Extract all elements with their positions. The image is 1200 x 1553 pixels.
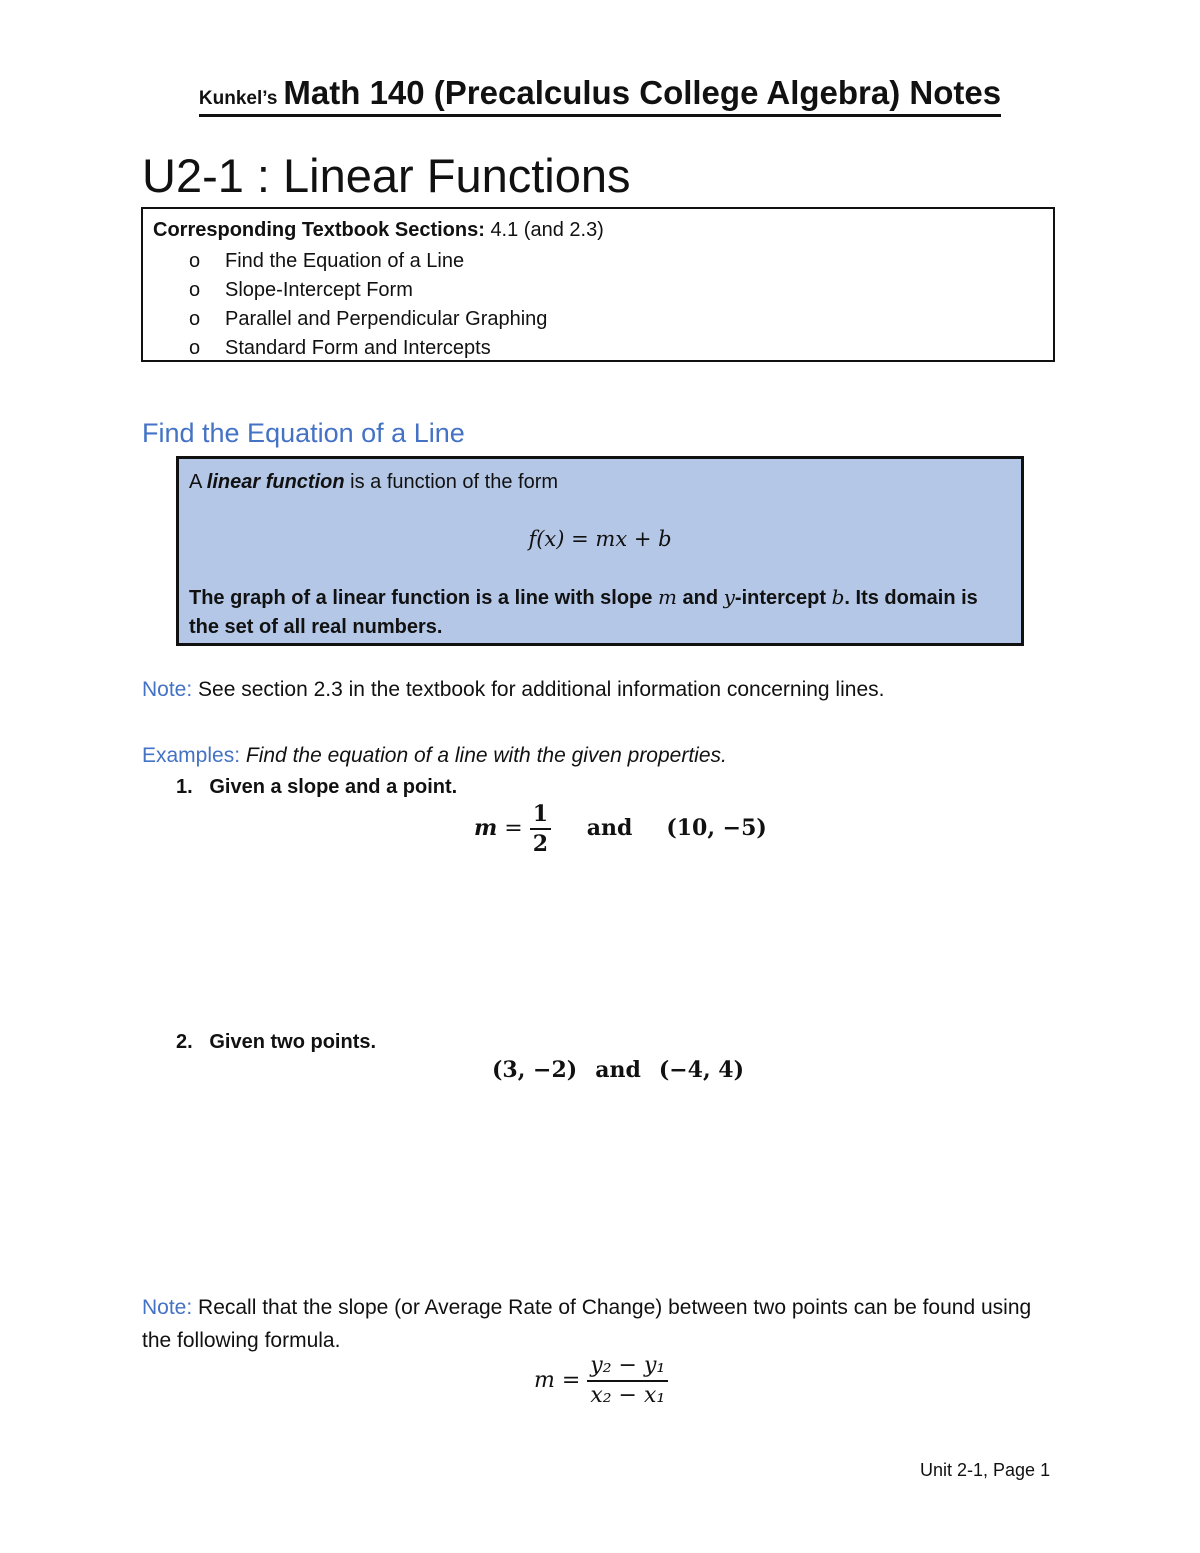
- equals-sign: =: [497, 816, 530, 841]
- intercept-symbol: b: [831, 585, 845, 609]
- section-item: Parallel and Perpendicular Graphing: [225, 308, 548, 330]
- desc-part: -intercept: [734, 587, 832, 609]
- bullet-icon: o: [189, 308, 201, 330]
- section-item: Standard Form and Intercepts: [225, 337, 491, 359]
- definition-prefix: A: [189, 471, 207, 493]
- note-text: Recall that the slope (or Average Rate of Change) between two points can be found using the following formula.: [142, 1296, 1032, 1352]
- note-text: See section 2.3 in the textbook for additional information concerning lines.: [192, 678, 885, 701]
- example-text: Given a slope and a point.: [209, 776, 458, 798]
- course-title: Math 140 (Precalculus College Algebra) Notes: [283, 74, 1002, 111]
- example-number: 1.: [176, 776, 193, 798]
- and-word: and: [595, 1057, 641, 1083]
- examples-intro: [142, 744, 727, 768]
- examples-label: Examples:: [142, 744, 241, 767]
- sections-list: [189, 249, 547, 365]
- linear-formula: f(x) = mx + b: [528, 527, 672, 551]
- definition-term: linear function: [206, 471, 345, 493]
- example-2-label: [176, 1031, 376, 1054]
- desc-part: . Its domain is the set of all real numbers.: [189, 587, 978, 638]
- desc-part: The graph of a linear function is a line with slope: [189, 587, 658, 609]
- example-2-math: [492, 1057, 744, 1083]
- note-label: Note:: [142, 1296, 193, 1319]
- bullet-icon: o: [189, 337, 201, 359]
- bullet-icon: o: [189, 279, 201, 301]
- note-label: Note:: [142, 678, 193, 701]
- page-footer: Unit 2-1, Page 1: [920, 1460, 1051, 1480]
- definition-description: [189, 583, 1009, 642]
- section-item: Slope-Intercept Form: [225, 279, 413, 301]
- slope-formula: [534, 1352, 668, 1410]
- list-item: [189, 307, 547, 336]
- fraction-denominator: 2: [532, 831, 549, 857]
- example-point: (−4, 4): [658, 1057, 745, 1083]
- slope-symbol: m: [657, 585, 677, 609]
- fraction-numerator: 1: [530, 800, 551, 830]
- example-number: 2.: [176, 1031, 193, 1053]
- equals-sign: =: [554, 1368, 588, 1393]
- fraction: [587, 1352, 668, 1410]
- example-1-math: [474, 800, 767, 858]
- note-paragraph: [142, 678, 884, 702]
- fraction: [530, 800, 551, 858]
- list-item: [189, 278, 547, 307]
- example-point: (3, −2): [492, 1057, 578, 1083]
- list-item: [189, 336, 547, 365]
- page-title: U2-1 : Linear Functions: [142, 149, 631, 202]
- y-symbol: y: [723, 585, 735, 609]
- example-text: Given two points.: [209, 1031, 377, 1053]
- bullet-icon: o: [189, 250, 201, 272]
- example-point: (10, −5): [666, 815, 767, 841]
- definition-intro: [189, 471, 558, 494]
- note-paragraph: [142, 1291, 1042, 1357]
- section-heading: Find the Equation of a Line: [142, 418, 465, 448]
- sections-value: 4.1 (and 2.3): [490, 219, 604, 241]
- author-label: Kunkel’s: [198, 88, 278, 109]
- definition-box: [176, 456, 1024, 646]
- definition-suffix: is a function of the form: [344, 471, 559, 493]
- section-item: Find the Equation of a Line: [225, 250, 465, 272]
- desc-part: and: [676, 587, 724, 609]
- list-item: [189, 249, 547, 278]
- sections-label: Corresponding Textbook Sections:: [153, 219, 485, 241]
- examples-task: Find the equation of a line with the given properties.: [240, 744, 727, 767]
- slope-symbol: m: [474, 815, 498, 841]
- slope-symbol: m: [534, 1368, 555, 1393]
- example-1-label: [176, 776, 457, 799]
- fraction-denominator: x₂ − x₁: [590, 1383, 666, 1408]
- textbook-sections-box: [141, 207, 1055, 362]
- and-word: and: [586, 815, 633, 841]
- course-header: [0, 74, 1200, 117]
- sections-header: [153, 219, 604, 242]
- fraction-numerator: y₂ − y₁: [587, 1352, 668, 1382]
